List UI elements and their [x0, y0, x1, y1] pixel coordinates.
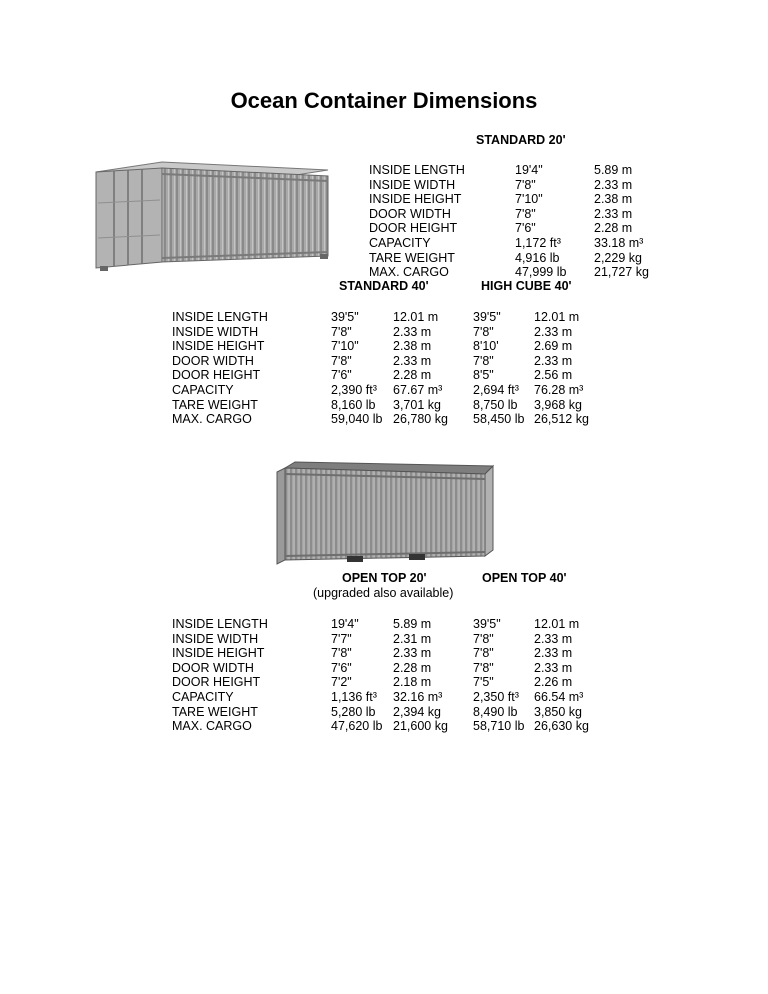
- value: 2.33 m: [534, 646, 573, 661]
- value: 58,450 lb: [473, 412, 525, 427]
- value: 8,490 lb: [473, 704, 518, 719]
- label: DOOR HEIGHT: [369, 221, 458, 236]
- label: CAPACITY: [172, 382, 234, 397]
- value: 7'10": [331, 339, 359, 354]
- open-top-20-heading: OPEN TOP 20': [342, 571, 427, 585]
- standard-40-heading: STANDARD 40': [339, 279, 429, 293]
- label: INSIDE HEIGHT: [172, 339, 265, 354]
- label: TARE WEIGHT: [172, 397, 258, 412]
- value: 26,780 kg: [393, 412, 448, 427]
- value: 7'5": [473, 675, 494, 690]
- value: 59,040 lb: [331, 412, 383, 427]
- value: 2.31 m: [393, 631, 432, 646]
- label: DOOR WIDTH: [172, 353, 254, 368]
- label: INSIDE LENGTH: [369, 163, 465, 177]
- value: 7'8": [331, 353, 352, 368]
- value: 2.28 m: [393, 368, 432, 383]
- value: 7'8": [473, 631, 494, 646]
- value: 7'6": [515, 221, 536, 236]
- value: 7'8": [473, 324, 494, 339]
- value: 7'8": [515, 206, 536, 221]
- open-top-20-imperial: [331, 617, 382, 734]
- value: 1,172 ft³: [515, 235, 561, 250]
- label: INSIDE WIDTH: [172, 324, 259, 339]
- value: 8,750 lb: [473, 397, 518, 412]
- value: 66.54 m³: [534, 689, 584, 704]
- value: 2,350 ft³: [473, 689, 519, 704]
- value: 12.01 m: [393, 310, 439, 324]
- value: 2.28 m: [393, 660, 432, 675]
- label: CAPACITY: [172, 689, 234, 704]
- value: 2.33 m: [534, 353, 573, 368]
- value: 2,694 ft³: [473, 382, 519, 397]
- standard-40-metric: [393, 310, 448, 427]
- value: 1,136 ft³: [331, 689, 377, 704]
- label: TARE WEIGHT: [369, 250, 455, 265]
- value: 67.67 m³: [393, 382, 443, 397]
- value: 7'8": [473, 660, 494, 675]
- value: 32.16 m³: [393, 689, 443, 704]
- value: 7'8": [331, 324, 352, 339]
- value: 3,701 kg: [393, 397, 441, 412]
- value: 7'2": [331, 675, 352, 690]
- open-top-20-note: (upgraded also available): [313, 586, 454, 600]
- standard-20-heading: STANDARD 20': [476, 133, 566, 147]
- value: 19'4": [515, 163, 543, 177]
- value: 5.89 m: [393, 617, 432, 631]
- value: 3,968 kg: [534, 397, 582, 412]
- open-top-40-metric: [534, 617, 589, 734]
- label: DOOR HEIGHT: [172, 368, 261, 383]
- label: MAX. CARGO: [172, 412, 252, 427]
- page-title: Ocean Container Dimensions: [230, 88, 538, 113]
- label: INSIDE HEIGHT: [172, 646, 265, 661]
- value: 76.28 m³: [534, 382, 584, 397]
- value: 2,229 kg: [594, 250, 642, 265]
- value: 7'8": [331, 646, 352, 661]
- label: INSIDE WIDTH: [172, 631, 259, 646]
- value: 2.33 m: [393, 353, 432, 368]
- high-cube-40-metric: [534, 310, 589, 427]
- label: MAX. CARGO: [369, 265, 449, 280]
- value: 5.89 m: [594, 163, 633, 177]
- standard-20-labels: [369, 163, 465, 280]
- label: DOOR WIDTH: [172, 660, 254, 675]
- value: 2.33 m: [594, 206, 633, 221]
- value: 21,600 kg: [393, 719, 448, 734]
- value: 7'8": [473, 353, 494, 368]
- open-top-40-heading: OPEN TOP 40': [482, 571, 567, 585]
- value: 2.69 m: [534, 339, 573, 354]
- value: 26,630 kg: [534, 719, 589, 734]
- standard-40-labels: [172, 310, 268, 427]
- value: 8,160 lb: [331, 397, 376, 412]
- open-top-labels: [172, 617, 268, 734]
- label: MAX. CARGO: [172, 719, 252, 734]
- value: 2.33 m: [534, 324, 573, 339]
- standard-40-imperial: [331, 310, 382, 427]
- value: 2.26 m: [534, 675, 573, 690]
- value: 12.01 m: [534, 617, 580, 631]
- value: 2.33 m: [534, 660, 573, 675]
- value: 8'5": [473, 368, 494, 383]
- value: 2,394 kg: [393, 704, 441, 719]
- value: 2.33 m: [594, 177, 633, 192]
- label: DOOR HEIGHT: [172, 675, 261, 690]
- value: 47,620 lb: [331, 719, 383, 734]
- value: 8'10': [473, 339, 499, 354]
- value: 7'8": [473, 646, 494, 661]
- open-top-container-photo: [275, 460, 495, 568]
- value: 21,727 kg: [594, 265, 649, 280]
- value: 5,280 lb: [331, 704, 376, 719]
- value: 2.18 m: [393, 675, 432, 690]
- value: 2.33 m: [534, 631, 573, 646]
- value: 3,850 kg: [534, 704, 582, 719]
- label: INSIDE HEIGHT: [369, 192, 462, 207]
- label: INSIDE WIDTH: [369, 177, 456, 192]
- standard-20-metric: [594, 163, 649, 280]
- label: INSIDE LENGTH: [172, 310, 268, 324]
- open-top-40-imperial: [473, 617, 524, 734]
- value: 2.38 m: [594, 192, 633, 207]
- value: 7'7": [331, 631, 352, 646]
- label: TARE WEIGHT: [172, 704, 258, 719]
- value: 26,512 kg: [534, 412, 589, 427]
- value: 7'10": [515, 192, 543, 207]
- value: 7'6": [331, 660, 352, 675]
- open-top-20-metric: [393, 617, 448, 734]
- value: 47,999 lb: [515, 265, 567, 280]
- value: 7'6": [331, 368, 352, 383]
- label: DOOR WIDTH: [369, 206, 451, 221]
- high-cube-40-heading: HIGH CUBE 40': [481, 279, 572, 293]
- value: 58,710 lb: [473, 719, 525, 734]
- high-cube-40-imperial: [473, 310, 524, 427]
- value: 2.33 m: [393, 646, 432, 661]
- value: 2.33 m: [393, 324, 432, 339]
- value: 39'5": [473, 617, 501, 631]
- value: 2.28 m: [594, 221, 633, 236]
- value: 39'5": [331, 310, 359, 324]
- value: 33.18 m³: [594, 235, 644, 250]
- standard-20-imperial: [515, 163, 566, 280]
- value: 39'5": [473, 310, 501, 324]
- value: 2.38 m: [393, 339, 432, 354]
- value: 7'8": [515, 177, 536, 192]
- value: 2.56 m: [534, 368, 573, 383]
- value: 2,390 ft³: [331, 382, 377, 397]
- value: 12.01 m: [534, 310, 580, 324]
- value: 19'4": [331, 617, 359, 631]
- value: 4,916 lb: [515, 250, 560, 265]
- label: INSIDE LENGTH: [172, 617, 268, 631]
- standard-container-photo: [92, 158, 330, 274]
- label: CAPACITY: [369, 235, 431, 250]
